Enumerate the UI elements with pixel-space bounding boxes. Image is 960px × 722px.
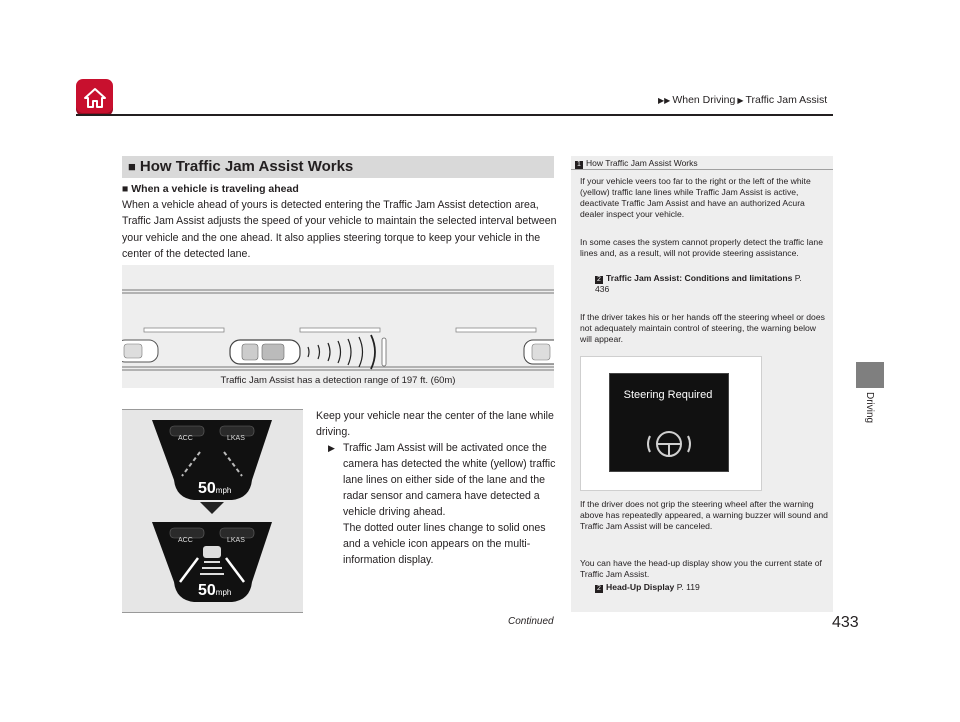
page-number: 433 [832,614,859,631]
traffic-diagram [122,265,554,373]
side-note-paragraph: If the driver does not grip the steering wheel after the warning above has repeatedly appeared, a warning buzzer will sound and Traffic Jam Assist will be canceled. [580,499,828,531]
header-rule [76,114,833,116]
keep-paragraph: Keep your vehicle near the center of the lane while driving. [316,410,554,439]
breadcrumb-arrow-icon: ▶ [737,96,744,105]
vehicle-icon [203,546,221,558]
display-illustration [122,409,303,613]
home-icon [83,87,107,109]
continued-label: Continued [508,616,554,627]
reference-arrow-icon: 2 [595,276,603,284]
side-note-rule [571,169,833,170]
acc-label: ACC [178,435,193,442]
lkas-label: LKAS [227,537,245,544]
warning-message: Steering Required [623,389,713,401]
square-bullet-icon: ■ [128,159,136,174]
side-note-paragraph: You can have the head-up display show you the current state of Traffic Jam Assist. [580,558,822,579]
section-title: ■ How Traffic Jam Assist Works [128,158,354,175]
chapter-label: Driving [864,392,875,424]
side-note-paragraph: If your vehicle veers too far to the right or the left of the white (yellow) traffic lane lines while Traffic Jam Assist is active, deactivate Traffic Jam Assist and have an authorized Acura dealer inspect your vehicle. [580,176,811,219]
body-paragraph: When a vehicle ahead of yours is detected entering the Traffic Jam Assist detection area, Traffic Jam Assist adjusts the speed of your vehicle to maintain the selected interval between your vehicle and the one ahead. It also applies steering torque to keep your vehicle in the center of the detected lane. [122,199,557,261]
breadcrumb [656,94,827,106]
reference-arrow-icon: 2 [595,585,603,593]
warning-screen [609,373,729,472]
cross-reference-link[interactable]: 2 Head-Up Display P. 119 [595,582,815,593]
car-left-icon [122,340,158,362]
cross-reference-link[interactable]: 2 Traffic Jam Assist: Conditions and limitations P. 436 [595,273,802,294]
breadcrumb-item[interactable]: Traffic Jam Assist [745,94,828,106]
speed-readout: 50mph [198,480,232,497]
breadcrumb-item[interactable]: When Driving [672,94,736,106]
square-bullet-icon: ■ [122,183,132,195]
speed-readout: 50mph [198,582,232,599]
acc-label: ACC [178,537,193,544]
breadcrumb-arrow-icon: ▶▶ [658,96,671,105]
home-button[interactable] [76,79,113,116]
chapter-tab[interactable] [856,362,884,388]
side-note-heading: 1 How Traffic Jam Assist Works [575,158,698,169]
side-note-paragraph: If the driver takes his or her hands off the steering wheel or does not adequately maintain control of steering, the warning below will appear. [580,312,825,344]
side-note-paragraph: In some cases the system cannot properly detect the traffic lane lines and, as a result, will not provide steering assistance. [580,237,823,258]
car-ahead-icon [524,340,554,364]
road-figure-caption: Traffic Jam Assist has a detection range of 197 ft. (60m) [220,375,456,386]
bullet-arrow-icon: ▶ [328,443,335,453]
subheading: ■ When a vehicle is traveling ahead [122,183,299,195]
road-illustration [122,265,554,373]
own-car-icon [230,340,300,364]
lkas-label: LKAS [227,435,245,442]
bullet-item: ▶ Traffic Jam Assist will be activated once the camera has detected the white (yellow) traffic lane lines on either side of the lane and the radar sensor and camera have detected a vehicle driving ahead. The dotted outer lines change to solid ones and a vehicle icon appears on the multi-information display. [328,442,556,566]
note-marker-icon: 1 [575,161,583,169]
